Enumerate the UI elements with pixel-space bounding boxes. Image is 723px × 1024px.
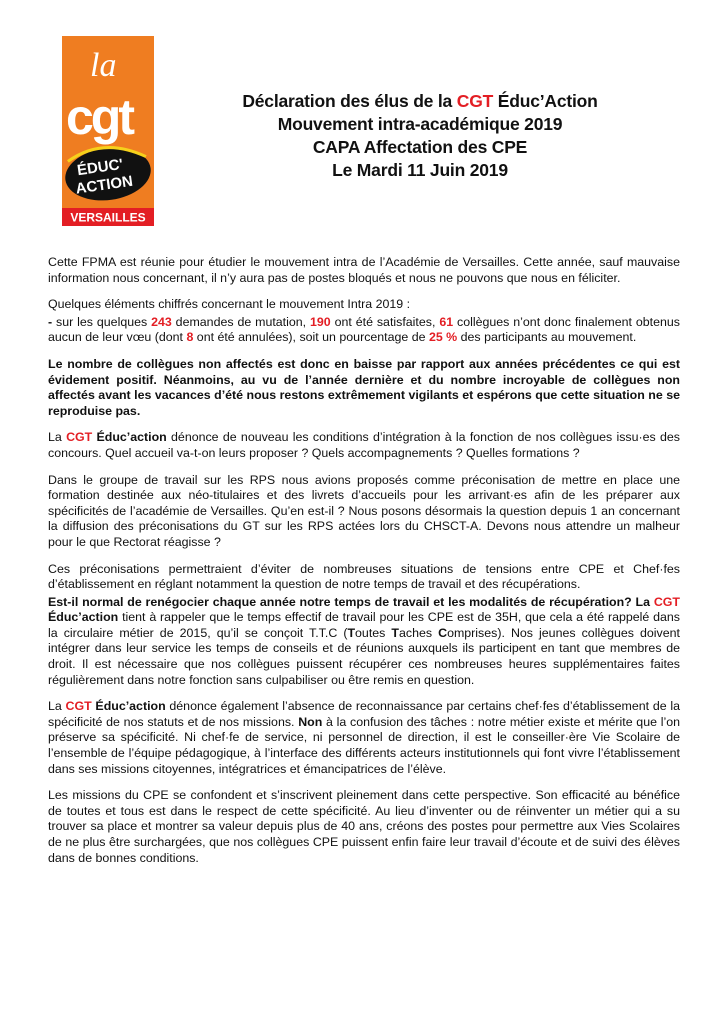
header-cgt: CGT — [456, 91, 494, 111]
figure-percentage: 25 % — [428, 330, 458, 345]
figures-dash: - — [48, 314, 57, 329]
header-line-4: Le Mardi 11 Juin 2019 — [332, 160, 508, 180]
header-line-3: CAPA Affectation des CPE — [312, 137, 528, 157]
recognition-la: La — [48, 699, 66, 714]
paragraph-rps: Dans le groupe de travail sur les RPS nous avions proposés comme préconisation de mettre en place une formation destinée aux néo-titulaires et des livrets d’accueils pour les arrivant·es afin de les préparer aux spécificités de l’académie de Versailles. Qu’en est-il ? Nous posons désormais la question depuis 1 an concernant la diffusion des préconisations du GT sur les RPS actées lors du CHSCT-A. Devons nous attendre un malheur pour le que Rectorat réagisse ? — [48, 472, 680, 549]
recognition-non: Non — [298, 714, 323, 729]
integration-text-2: dénonce de nouveau les conditions d’intégration à la fonction de nos collègues issu·es des concours. Quel accueil va-t-on leurs proposer ? Quels accompagnements ? Quelles formations ? — [48, 430, 680, 460]
ttc-t1: T — [347, 625, 356, 640]
paragraph-fpma: Cette FPMA est réunie pour étudier le mouvement intra de l’Académie de Versailles. Cette année, sauf mauvaise information nous concernant, il n’y aura pas de postes bloqués et nous ne pouvons que nous en féliciter. — [48, 255, 680, 285]
paragraph-figures-intro: Quelques éléments chiffrés concernant le mouvement Intra 2019 : — [48, 297, 411, 312]
figure-unassigned: 61 — [439, 314, 454, 329]
ttc-text-2: aches — [398, 625, 439, 640]
working-time-educ: Éduc’action — [48, 610, 119, 625]
recognition-text-1: dénonce également l’absence de reconnaissance par certains chef·fes d’établissement de la spécificité de nos statuts et de nos missions. — [48, 699, 680, 729]
paragraph-figures — [48, 315, 680, 346]
figures-text-6: des participants au mouvement. — [457, 330, 637, 345]
figures-text-3: ont été satisfaites, — [330, 314, 440, 329]
logo-region-text: VERSAILLES — [70, 210, 146, 225]
paragraph-recognition — [48, 699, 680, 777]
logo-cgt-text: cgt — [66, 89, 132, 145]
recognition-educ: Éduc’action — [91, 699, 166, 714]
figures-text-4: collègues n’ont donc finalement obtenus aucun de leur vœu (dont — [48, 314, 680, 345]
ttc-t2: T — [391, 625, 399, 640]
figures-text-1: sur les quelques — [56, 314, 152, 329]
paragraph-integration — [48, 430, 680, 461]
figures-text-2: demandes de mutation, — [171, 314, 311, 329]
figures-text-5: ont été annulées), soit un pourcentage de — [193, 330, 429, 345]
header-line1-suffix: Éduc’Action — [493, 91, 598, 111]
logo-action-text: ACTION — [74, 172, 134, 198]
header-line1-prefix: Déclaration des élus de la — [242, 91, 457, 111]
header-line-1 — [170, 90, 670, 113]
working-time-cgt: CGT — [653, 594, 680, 609]
ttc-text-1: outes — [355, 625, 392, 640]
working-time-question: Est-il normal de renégocier chaque année notre temps de travail et les modalités de récupération? — [48, 594, 632, 609]
integration-text-1: La — [48, 430, 67, 445]
ttc-c: C — [438, 625, 448, 640]
header-line-2: Mouvement intra-académique 2019 — [277, 114, 563, 134]
paragraph-unassigned-bold: Le nombre de collègues non affectés est donc en baisse par rapport aux années précédentes ce qui est évidement positif. Néanmoins, au vu de l’année dernière et du nombre incroyable de collègues non affectés avant les vacances d’été nous restons extrêmement vigilants et espérons que cette situation ne se reproduise pas. — [48, 356, 680, 418]
cgt-educ-action-logo — [62, 36, 154, 226]
paragraph-working-time — [48, 595, 680, 689]
logo-graphic — [62, 36, 154, 226]
recognition-text-2: à la confusion des tâches : notre métier existe et mérite que l’on préserve sa spécificité. Ni chef·fe de service, ni personnel de direction, il est le conseiller·ère Vie Scolaire de l’ensemble de l’équipe pédagogique, à l’interface des différents acteurs institutionnels qui font vivre l’établissement dans ses missions citoyennes, intégratrices et émancipatrices de l’élève. — [48, 714, 680, 776]
logo-la-text: la — [90, 47, 117, 84]
working-time-text-1: tient à rappeler que le temps effectif de travail pour les CPE est de 35H, que cela a été rappelé dans la circulaire métier de 2015, qu’il se conçoit T.T.C ( — [48, 610, 680, 640]
figure-cancelled: 8 — [186, 330, 194, 345]
recognition-cgt: CGT — [65, 699, 92, 714]
figure-satisfied: 190 — [310, 314, 331, 329]
working-time-text-2: omprises). Nos jeunes collègues doivent intégrer dans leur service les temps de conseils et de réunions auxquels ils participent en tant que membres de droit. Il est nécessaire que nos collègues puissent récupérer ces nombreuses heures supplémentaires faites régulièrement dans notre fonction sans culpabiliser ou être remis en question. — [48, 625, 680, 687]
paragraph-preconisations: Ces préconisations permettraient d’éviter de nombreuses situations de tensions entre CPE et Chef·fes d’établissement en réglant notamment la question de notre temps de travail et des récupérations. — [48, 561, 680, 592]
working-time-la: La — [631, 594, 654, 609]
figure-requests: 243 — [151, 314, 172, 329]
declaration-header — [170, 90, 670, 182]
integration-cgt: CGT — [66, 430, 93, 445]
declaration-body — [48, 255, 680, 877]
logo-educ-text: ÉDUC' — [76, 155, 125, 180]
integration-educ: Éduc’action — [92, 430, 167, 445]
paragraph-missions: Les missions du CPE se confondent et s’inscrivent pleinement dans cette perspective. Son efficacité au bénéfice de toutes et tous est dans le respect de cette spécificité. Au lieu d’inventer ou de réinventer un métier qui a su trouver sa place et montrer sa valeur depuis plus de 40 ans, créons des postes pour permettre aux Vies Scolaires de ne plus être surchargées, que nos collègues CPE puissent enfin faire leur travail d’écoute et de suivi des élèves dans de bonnes conditions. — [48, 788, 680, 865]
